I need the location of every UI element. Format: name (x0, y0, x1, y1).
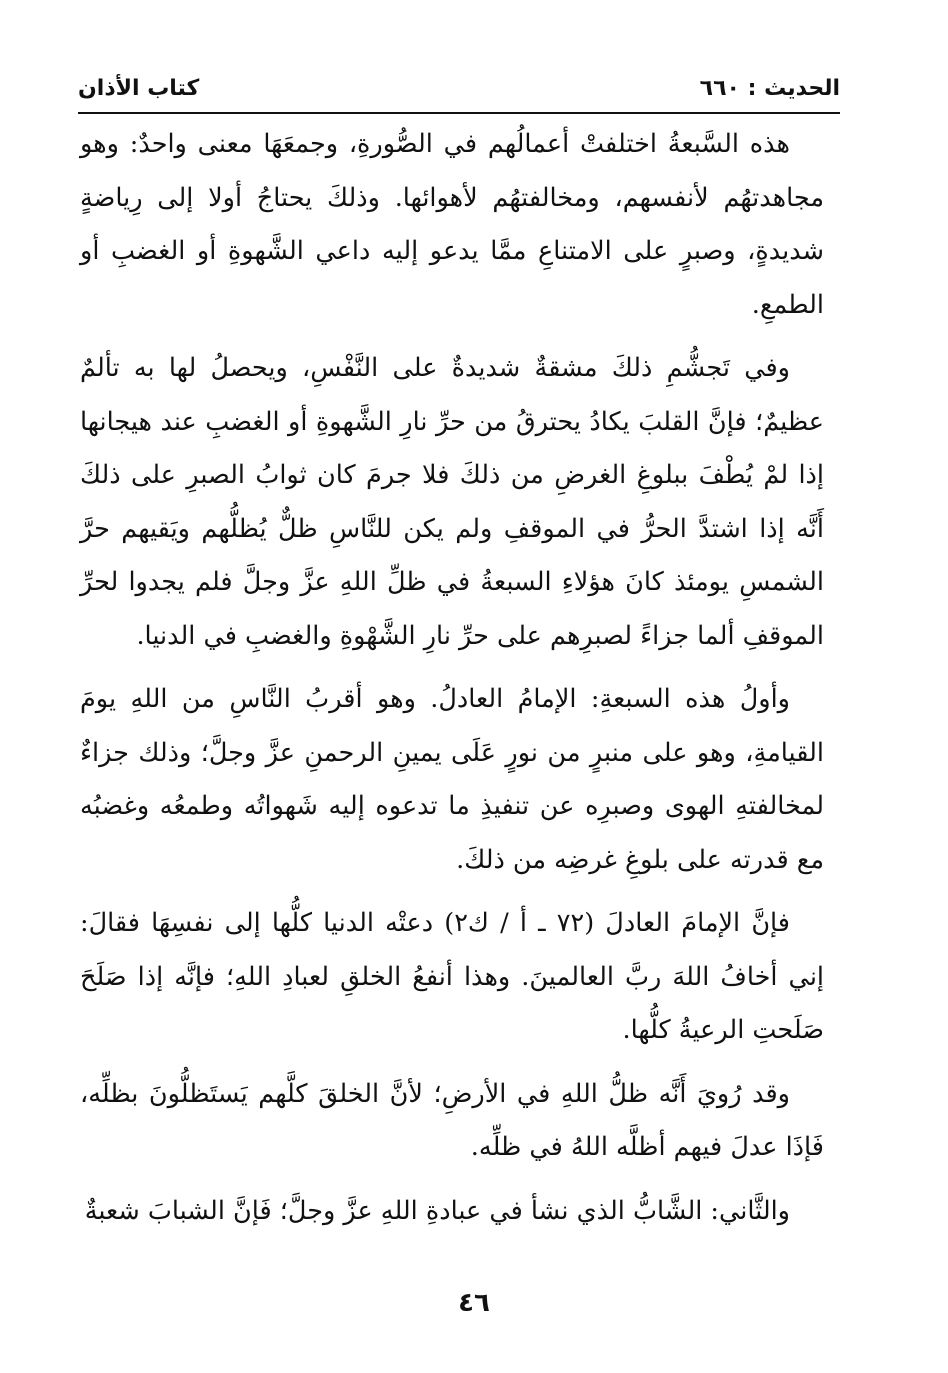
paragraph-3: وأولُ هذه السبعةِ: الإمامُ العادلُ. وهو أقربُ النَّاسِ من اللهِ يومَ القيامةِ، وهو على منبرٍ من نورٍ عَلَى يمينِ الرحمنِ عزَّ وجلَّ؛ وذلك جزاءٌ لمخالفتهِ الهوى وصبرِه عن تنفيذِ ما تدعوه إليه شَهواتُه وطمعُه وغضبُه مع قدرته على بلوغِ غرضِه من ذلكَ. (80, 684, 824, 875)
paragraph-2: وفي تَجشُّمِ ذلكَ مشقةٌ شديدةٌ على النَّفْسِ، ويحصلُ لها به تألمٌ عظيمٌ؛ فإنَّ القلبَ يكادُ يحترقُ من حرِّ نارِ الشَّهوةِ أو الغضبِ عند هيجانها إذا لمْ يُطْفَ ببلوغِ الغرضِ من ذلكَ فلا جرمَ كان ثوابُ الصبرِ على ذلكَ أَنَّه إذا اشتدَّ الحرُّ في الموقفِ ولم يكن للنَّاسِ ظلٌّ يُظلُّهم ويَقيهم حرَّ الشمسِ يومئذ كانَ هؤلاءِ السبعةُ في ظلِّ اللهِ عزَّ وجلَّ فلم يجدوا لحرِّ الموقفِ ألما جزاءً لصبرِهم على حرِّ نارِ الشَّهْوةِ والغضبِ في الدنيا. (80, 353, 824, 651)
paragraph-6: والثَّاني: الشَّابُّ الذي نشأ في عبادةِ اللهِ عزَّ وجلَّ؛ فَإنَّ الشبابَ شعبةٌ (84, 1195, 790, 1226)
hadith-number-label: الحديث : ٦٦٠ (699, 76, 840, 101)
page-body (80, 118, 824, 1248)
paragraph-4: فإنَّ الإمامَ العادلَ (٧٢ ـ أ / ك٢) دعتْه الدنيا كلُّها إلى نفسِهَا فقالَ: إني أخافُ اللهَ ربَّ العالمينَ. وهذا أنفعُ الخلقِ لعبادِ اللهِ؛ فإنَّه إذا صَلَحَ صَلَحتِ الرعيةُ كلُّها. (80, 908, 824, 1045)
paragraph-1: هذه السَّبعةُ اختلفتْ أعمالُهم في الصُّورةِ، وجمعَهَا معنى واحدٌ: وهو مجاهدتهُم لأنفسهم، ومخالفتهُم لأهوائها. وذلكَ يحتاجُ أولا إلى رِياضةٍ شديدةٍ، وصبرٍ على الامتناعِ ممَّا يدعو إليه داعي الشَّهوةِ أو الغضبِ أو الطمعِ. (80, 129, 824, 320)
paragraph-5: وقد رُويَ أَنَّه ظلُّ اللهِ في الأرضِ؛ لأنَّ الخلقَ كلَّهم يَستَظلُّونَ بظلِّه، فَإذَا عدلَ فيهم أظلَّه اللهُ في ظلِّه. (80, 1078, 824, 1162)
running-header (78, 72, 840, 112)
page-number: ٤٦ (458, 1288, 490, 1318)
book-title: كتاب الأذان (78, 76, 200, 101)
header-divider (78, 112, 840, 114)
